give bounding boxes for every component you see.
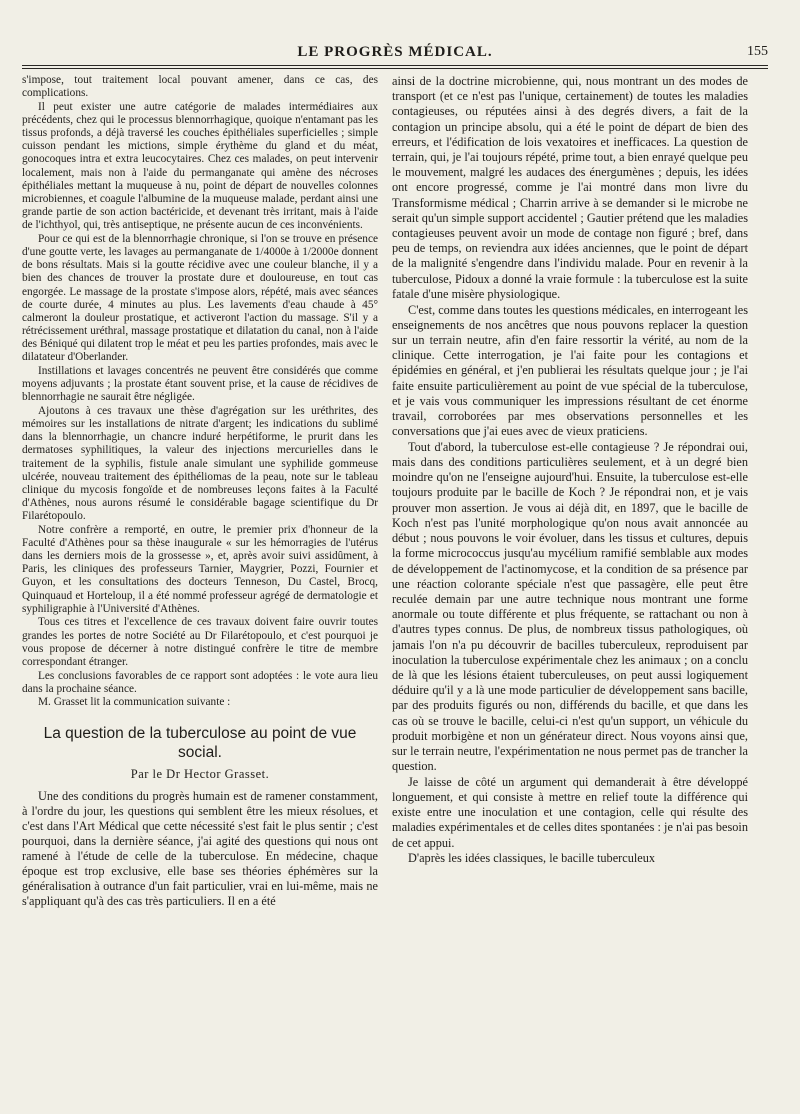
page-number: 155 xyxy=(747,44,768,59)
paragraph: Instillations et lavages concentrés ne peuvent être considérés que comme moyens adjuvants ; la prostate étant souvent prise, et la cause de récidives de blennorrhagie ne saurait être négligée. xyxy=(22,364,378,404)
paragraph: Une des conditions du progrès humain est de ramener constamment, à l'ordre du jour, les questions qui semblent être les mieux résolues, et c'est dans l'Art Médical que cette nécessité s'est fait le plus sentir ; c'est pourquoi, dans la dernière séance, j'ai agité des questions qui nous ont ramené à l'étude de celle de la tuberculose. En médecine, chaque époque est trop exclusive, elle base ses théories éphémères sur la généralisation à outrance d'un fait particulier, vrai en lui-même, mais ne s'appliquant qu'à des cas très particuliers. Il en a été xyxy=(22,788,378,909)
paragraph: Je laisse de côté un argument qui demanderait à être développé longuement, et qui consiste à mettre en relief toute la différence qui existe entre une inoculation et une contagion, celle qui résulte des maladies expérimentales et de celles dites spontanées : je n'ai pas besoin de cet appui. xyxy=(392,774,748,850)
right-column xyxy=(392,74,748,1104)
paragraph: Pour ce qui est de la blennorrhagie chronique, si l'on se trouve en présence d'une goutte verte, les lavages au permanganate de 1/4000e à 1/2000e donnent de bons résultats. Mais si la goutte récidive avec une couleur blanche, il y a bien des chances de trouver la prostate dure et douloureuse, en tout cas engorgée. Le massage de la prostate s'impose alors, répété, mais avec séances de courte durée, 4 minutes au plus. Les lavements d'eau chaude à 45° calmeront la douleur prostatique, et activeront l'action du massage. S'il y a rétrécissement uréthral, massage prostatique et dilatation du canal, non à l'aide des Béniqué qui dilatent trop le méat et peu les parties profondes, mais avec le dilatateur d'Oberlander. xyxy=(22,232,378,364)
paragraph: Notre confrère a remporté, en outre, le premier prix d'honneur de la Faculté d'Athènes pour sa thèse inaugurale « sur les hémorragies de l'utérus dans les derniers mois de la grossesse », et, après avoir suivi assidûment, à Paris, les cliniques des professeurs Tarnier, Maygrier, Pozzi, Fournier et Guyon, et les consultations des docteurs Tenneson, Du Castel, Brocq, Quinquaud et Horteloup, il a été nommé professeur agrégé de dermatologie et syphiligraphie à l'Université d'Athènes. xyxy=(22,523,378,615)
paragraph: D'après les idées classiques, le bacille tuberculeux xyxy=(408,851,656,866)
paragraph: s'impose, tout traitement local pouvant amener, dans ce cas, des complications. xyxy=(22,74,378,100)
article-byline: Par le Dr Hector Grasset. xyxy=(130,766,270,781)
running-title: LE PROGRÈS MÉDICAL. xyxy=(297,44,493,60)
paragraph: M. Grasset lit la communication suivante : xyxy=(38,696,231,709)
paragraph: Les conclusions favorables de ce rapport sont adoptées : le vote aura lieu dans la prochaine séance. xyxy=(22,669,378,695)
paragraph: Ajoutons à ces travaux une thèse d'agrégation sur les uréthrites, des mémoires sur les installations de nitrate d'argent; les indications du sublimé dans la blennorrhagie, un chancre induré herpétiforme, le prurit dans les dermatoses syphilitiques, la valeur des injections mercurielles dans le traitement de la syphilis, fistule anale simulant une syphilide gommeuse ulcérée, nouveau traitement des épithéliomas de la peau, note sur le tableau clinique du mycosis fongoïde et de nombreuses leçons faites à la Faculté d'Athènes, nous aurons résumé le considérable bagage scientifique du Dr Filarétopoulo. xyxy=(22,404,378,523)
paragraph: Tout d'abord, la tuberculose est-elle contagieuse ? Je répondrai oui, mais dans des conditions particulières seulement, et à un degré bien moindre qu'on ne l'enseigne aujourd'hui. Ensuite, la tuberculose est-elle toujours produite par le bacille de Koch ? Je répondrai non, et je vais prouver mon assertion. Je vous ai déjà dit, en 1897, que le bacille de Koch n'est pas l'unité morphologique qu'on nous avait annoncée au début ; nous pouvons le voir évoluer, dans les tissus et cultures, depuis la forme micrococcus jusqu'au mycélium ramifié semblable aux modes de développement de l'actinomycose, et la condition de sa présence par une réaction colorante spéciale n'est que passagère, elle peut être reculée demain par une autre technique nous montrant une forme anormale ou toute différente et plus fréquente, se rattachant ou non à d'autres types connus. De plus, de nombreux tissus pathologiques, où jamais l'on n'a pu découvrir de bacilles tuberculeux, reproduisent par inoculation la tuberculose expérimentale chez les animaux ; on a conclu de là que les lésions étaient tuberculeuses, on peut aussi logiquement déduire qu'il y a là une mode particulier de développement sans bacille, par des produits figurés ou non, différends du bacille, et que dans les cas où se trouve le bacille, celui-ci n'est qu'un support, un véhicule du produit morbigène et non un générateur direct. Nous voyons ainsi que, sur le terrain neutre, l'expérimentation ne nous permet pas de trancher la question. xyxy=(392,439,748,774)
paragraph: Il peut exister une autre catégorie de malades intermédiaires aux précédents, chez qui le processus blennorrhagique, quoique n'entamant pas les tissus profonds, a déjà traversé les couches épithéliales superficielles ; simple cuisson pendant les mictions, simple érythème du gland et du méat, gonocoques intra et extra leucocytaires. Chez ces malades, on peut intervenir localement, mais non à l'aide du permanganate qui amène des nécroses épithéliales mettant la muqueuse à nu, point de départ de nouvelles colonnes microbiennes, et coagule l'albumine de la muqueuse malade, perdant ainsi une grande partie de son action bactéricide, et devenant très irritant, mais à l'aide de l'ichthyol, qui, très antiseptique, ne présente aucun de ces inconvénients. xyxy=(22,100,378,232)
article xyxy=(22,724,378,910)
left-column xyxy=(22,74,378,1104)
paragraph: Tous ces titres et l'excellence de ces travaux doivent faire ouvrir toutes grandes les portes de notre Société au Dr Filarétopoulo, et c'est pourquoi je vous propose de décerner à notre distingué confrère le titre de membre correspondant étranger. xyxy=(22,616,378,668)
paragraph: ainsi de la doctrine microbienne, qui, nous montrant un des modes de transport (et ce n'est pas l'unique, certainement) de toutes les maladies contagieuses, ou réputées ainsi à des degrés divers, a fait de la contagion un principe absolu, qui a été le point de départ de bien des erreurs, et l'édification de lois vexatoires et inefficaces. La question de terrain, qui, je l'ai toujours répété, prime tout, a bien enrayé quelque peu le mouvement, malgré les audaces des énergumènes ; depuis, les idées ont encore progressé, comme je l'ai montré dans mon livre du Transformisme médical ; Charrin arrive à se demander si le microbe ne serait qu'un simple support accidentel ; Gautier prétend que les maladies contagieuses peuvent avoir un mode de contage non figuré ; bref, dans peu de temps, on reviendra aux idées anciennes, que le point de départ de la malignité s'engendre dans l'individu malade. Pour en revenir à la tuberculose, Pidoux a donné la vraie formule : la tuberculose est la suite fatale d'une misère physiologique. xyxy=(392,74,748,301)
header-rule xyxy=(22,65,768,66)
header-rule-double xyxy=(22,68,768,69)
article-title: La question de la tuberculose au point de vue social. xyxy=(43,724,357,761)
paragraph: C'est, comme dans toutes les questions médicales, en interrogeant les enseignements de nos ancêtres que nous pouvons replacer la question sur un terrain neutre, afin d'en faire ressortir la vérité, au nom de la clinique. Cette interrogation, je l'ai faite pour les contagions et épidémies en général, et j'en publierai les résultats quelque jour ; je l'ai faite ensuite particulièrement au point de vue spécial de la tuberculose, et je vais vous communiquer les impressions résultant de cet énorme travail, corroborées par mes observations personnelles et les conversations que j'ai eues avec de vieux praticiens. xyxy=(392,302,748,439)
page-header xyxy=(22,44,768,66)
